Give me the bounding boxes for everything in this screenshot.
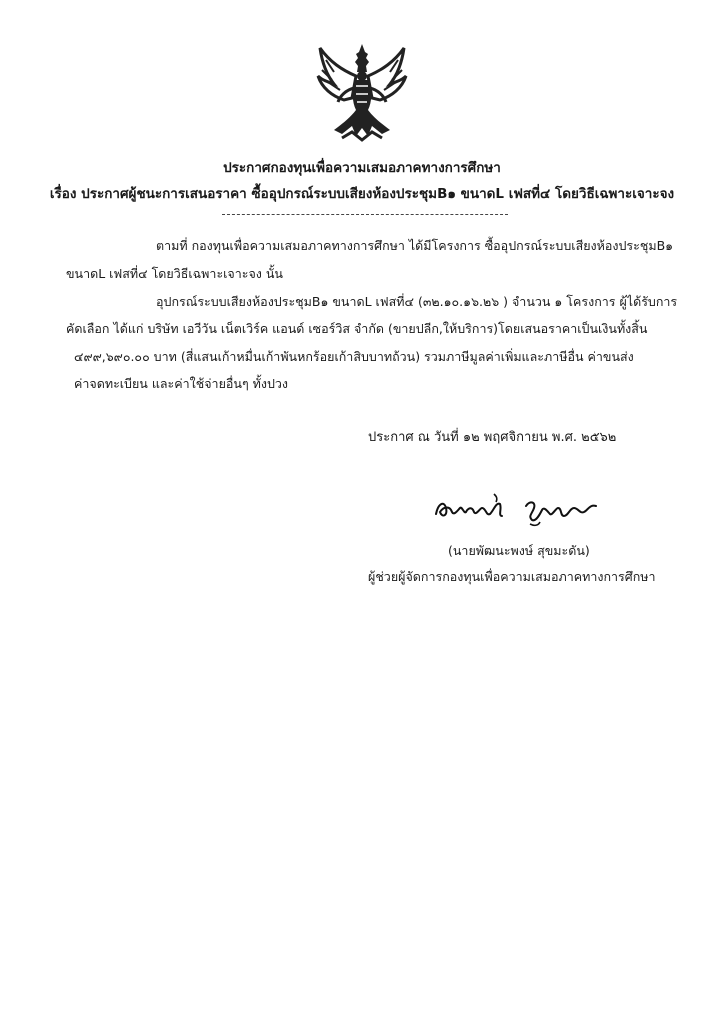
signer-name: (นายพัฒนะพงษ์ สุขมะดัน) bbox=[448, 543, 590, 558]
body-paragraph-1-line-1: ตามที่ กองทุนเพื่อความเสมอภาคทางการศึกษา ได้มีโครงการ ซื้ออุปกรณ์ระบบเสียงห้องประชุมB๑ bbox=[156, 238, 674, 253]
garuda-emblem bbox=[312, 40, 412, 145]
signer-position: ผู้ช่วยผู้จัดการกองทุนเพื่อความเสมอภาคทางการศึกษา bbox=[368, 569, 656, 584]
body-paragraph-2-line-2: คัดเลือก ได้แก่ บริษัท เอวีวัน เน็ตเวิร์ค แอนด์ เซอร์วิส จำกัด (ขายปลีก,ให้บริการ)โดยเสนอราคาเป็นเงินทั้งสิ้น bbox=[66, 321, 648, 336]
handwritten-signature bbox=[430, 486, 602, 528]
body-paragraph-2-line-1: อุปกรณ์ระบบเสียงห้องประชุมB๑ ขนาดL เฟสที่๔ (๓๒.๑๐.๑๖.๒๖ ) จำนวน ๑ โครงการ ผู้ได้รับการ bbox=[156, 294, 678, 309]
body-paragraph-2-line-3: ๔๙๙,๖๙๐.๐๐ บาท (สี่แสนเก้าหมื่นเก้าพันหกร้อยเก้าสิบบาทถ้วน) รวมภาษีมูลค่าเพิ่มและภาษีอื่น ค่าขนส่ง bbox=[74, 349, 634, 364]
announcement-date: ประกาศ ณ วันที่ ๑๒ พฤศจิกายน พ.ศ. ๒๕๖๒ bbox=[368, 430, 617, 445]
separator-line bbox=[222, 214, 508, 215]
body-paragraph-2-line-4: ค่าจดทะเบียน และค่าใช้จ่ายอื่นๆ ทั้งปวง bbox=[74, 376, 289, 391]
announcement-title: ประกาศกองทุนเพื่อความเสมอภาคทางการศึกษา bbox=[223, 160, 501, 176]
announcement-subject: เรื่อง ประกาศผู้ชนะการเสนอราคา ซื้ออุปกรณ์ระบบเสียงห้องประชุมB๑ ขนาดL เฟสที่๔ โดยวิธีเฉพาะเจาะจง bbox=[49, 186, 675, 202]
body-paragraph-1-line-2: ขนาดL เฟสที่๔ โดยวิธีเฉพาะเจาะจง นั้น bbox=[66, 266, 283, 281]
